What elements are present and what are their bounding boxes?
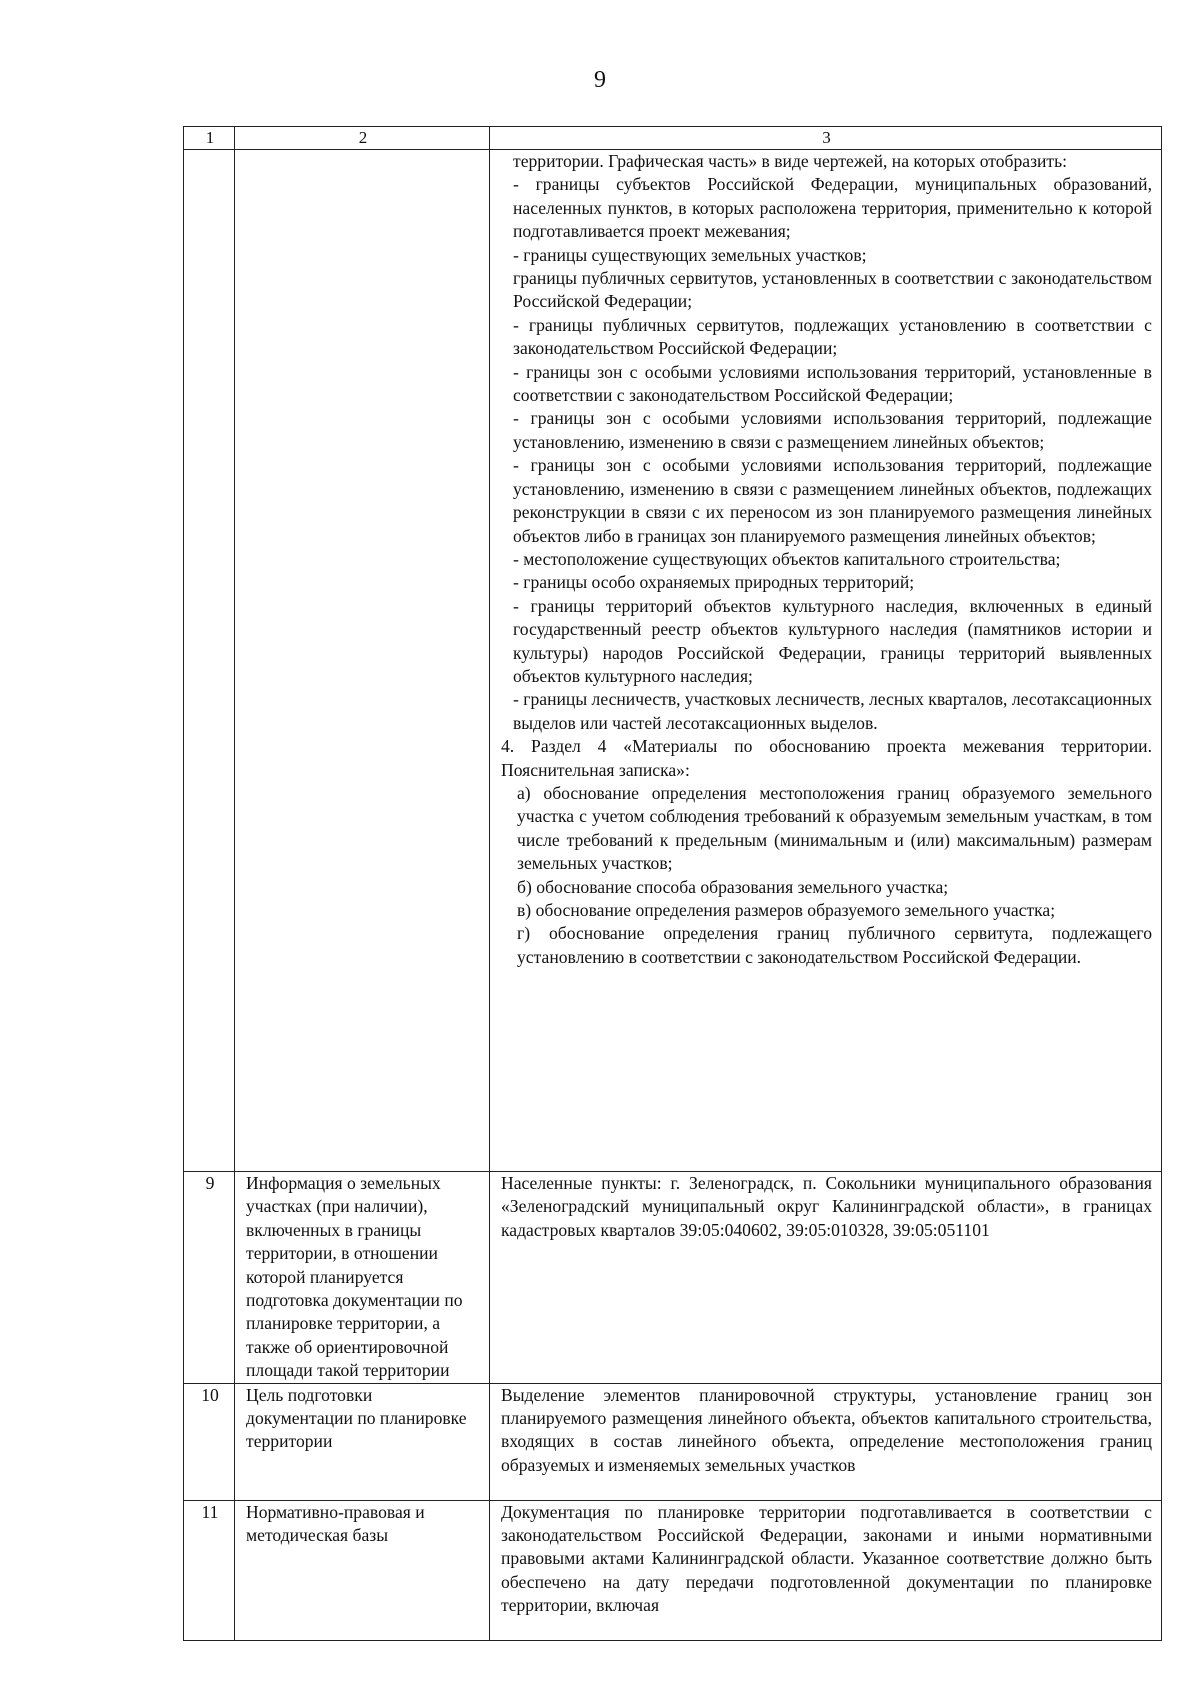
table-row-11 xyxy=(184,1500,1162,1640)
content-paragraph: г) обоснование определения границ публичного сервитута, подлежащего установлению в соответствии с законодательством Российской Федерации. xyxy=(517,923,1152,967)
table-row-continued xyxy=(184,150,1162,1172)
content-paragraph: - границы лесничеств, участковых лесничеств, лесных кварталов, лесотаксационных выделов или частей лесотаксационных выделов. xyxy=(513,689,1152,733)
content-paragraph: в) обоснование определения размеров образуемого земельного участка; xyxy=(517,900,1056,920)
row-number: 11 xyxy=(184,1500,235,1640)
content-paragraph: - местоположение существующих объектов капитального строительства; xyxy=(513,548,1061,569)
content-paragraph: - границы зон с особыми условиями использования территорий, подлежащие установлению, изменению в связи с размещением линейных объектов, подлежащих реконструкции в связи с их переносом из зон планируемого размещения линейных объектов либо в границах зон планируемого размещения линейных объектов; xyxy=(513,455,1152,546)
content-paragraph: Выделение элементов планировочной структуры, установление границ зон планируемого размещения линейного объекта, объектов капитального строительства, входящих в состав линейного объекта, определение местоположения границ образуемых и изменяемых земельных участков xyxy=(501,1384,1152,1475)
row-name: Цель подготовки документации по планировке территории xyxy=(235,1383,490,1500)
content-paragraph: а) обоснование определения местоположения границ образуемого земельного участка с учетом соблюдения требований к образуемым земельным участкам, в том числе требований к предельным (минимальным и (или) максимальным) размерам земельных участков; xyxy=(517,782,1152,874)
content-paragraph: - границы территорий объектов культурного наследия, включенных в единый государственный реестр объектов культурного наследия (памятников истории и культуры) народов Российской Федерации, границы территорий выявленных объектов культурного наследия; xyxy=(513,595,1152,686)
header-col-2: 2 xyxy=(235,127,490,150)
content-paragraph: - границы субъектов Российской Федерации, муниципальных образований, населенных пунктов, в которых расположена территория, применительно к которой подготавливается проект межевания; xyxy=(513,174,1152,242)
table-row-10 xyxy=(184,1383,1162,1500)
row-content xyxy=(490,150,1162,1172)
table-header-row xyxy=(184,127,1162,150)
row-content xyxy=(490,1383,1162,1500)
content-paragraph: б) обоснование способа образования земельного участка; xyxy=(517,876,949,897)
row-content xyxy=(490,1172,1162,1384)
terms-table xyxy=(183,126,1162,1641)
content-paragraph: - границы существующих земельных участков; xyxy=(513,244,867,265)
row-number: 9 xyxy=(184,1172,235,1384)
content-paragraph: границы публичных сервитутов, установленных в соответствии с законодательством Российской Федерации; xyxy=(513,268,1152,312)
header-col-1: 1 xyxy=(184,127,235,150)
content-paragraph: Документация по планировке территории подготавливается в соответствии с законодательством Российской Федерации, законами и иными нормативными правовыми актами Калининградской области. Указанное соответствие должно быть обеспечено на дату передачи подготовленной документации по планировке территории, включая xyxy=(501,1501,1152,1616)
content-paragraph: - границы зон с особыми условиями использования территорий, подлежащие установлению, изменению в связи с размещением линейных объектов; xyxy=(513,408,1152,452)
row-name xyxy=(235,150,490,1172)
content-paragraph: - границы особо охраняемых природных территорий; xyxy=(513,572,915,593)
content-paragraph: 4. Раздел 4 «Материалы по обоснованию проекта межевания территории. Пояснительная записка»: xyxy=(501,736,1152,780)
table-row-9 xyxy=(184,1172,1162,1384)
row-number: 10 xyxy=(184,1383,235,1500)
content-paragraph: Населенные пункты: г. Зеленоградск, п. Сокольники муниципального образования «Зеленоградский муниципальный округ Калининградской области», в границах кадастровых кварталов 39:05:040602, 39:05:010328, 39:05:051101 xyxy=(501,1173,1152,1240)
row-content xyxy=(490,1500,1162,1640)
header-col-3: 3 xyxy=(490,127,1162,150)
content-paragraph: территории. Графическая часть» в виде чертежей, на которых отобразить: xyxy=(513,151,1068,171)
row-name: Нормативно-правовая и методическая базы xyxy=(235,1500,490,1640)
row-number xyxy=(184,150,235,1172)
row-name: Информация о земельных участках (при наличии), включенных в границы территории, в отношении которой планируется подготовка документации по планировке территории, а также об ориентировочной площади такой территории xyxy=(235,1172,490,1384)
page-number: 9 xyxy=(594,67,606,93)
content-paragraph: - границы публичных сервитутов, подлежащих установлению в соответствии с законодательством Российской Федерации; xyxy=(513,314,1152,359)
content-paragraph: - границы зон с особыми условиями использования территорий, установленные в соответствии с законодательством Российской Федерации; xyxy=(513,361,1152,406)
